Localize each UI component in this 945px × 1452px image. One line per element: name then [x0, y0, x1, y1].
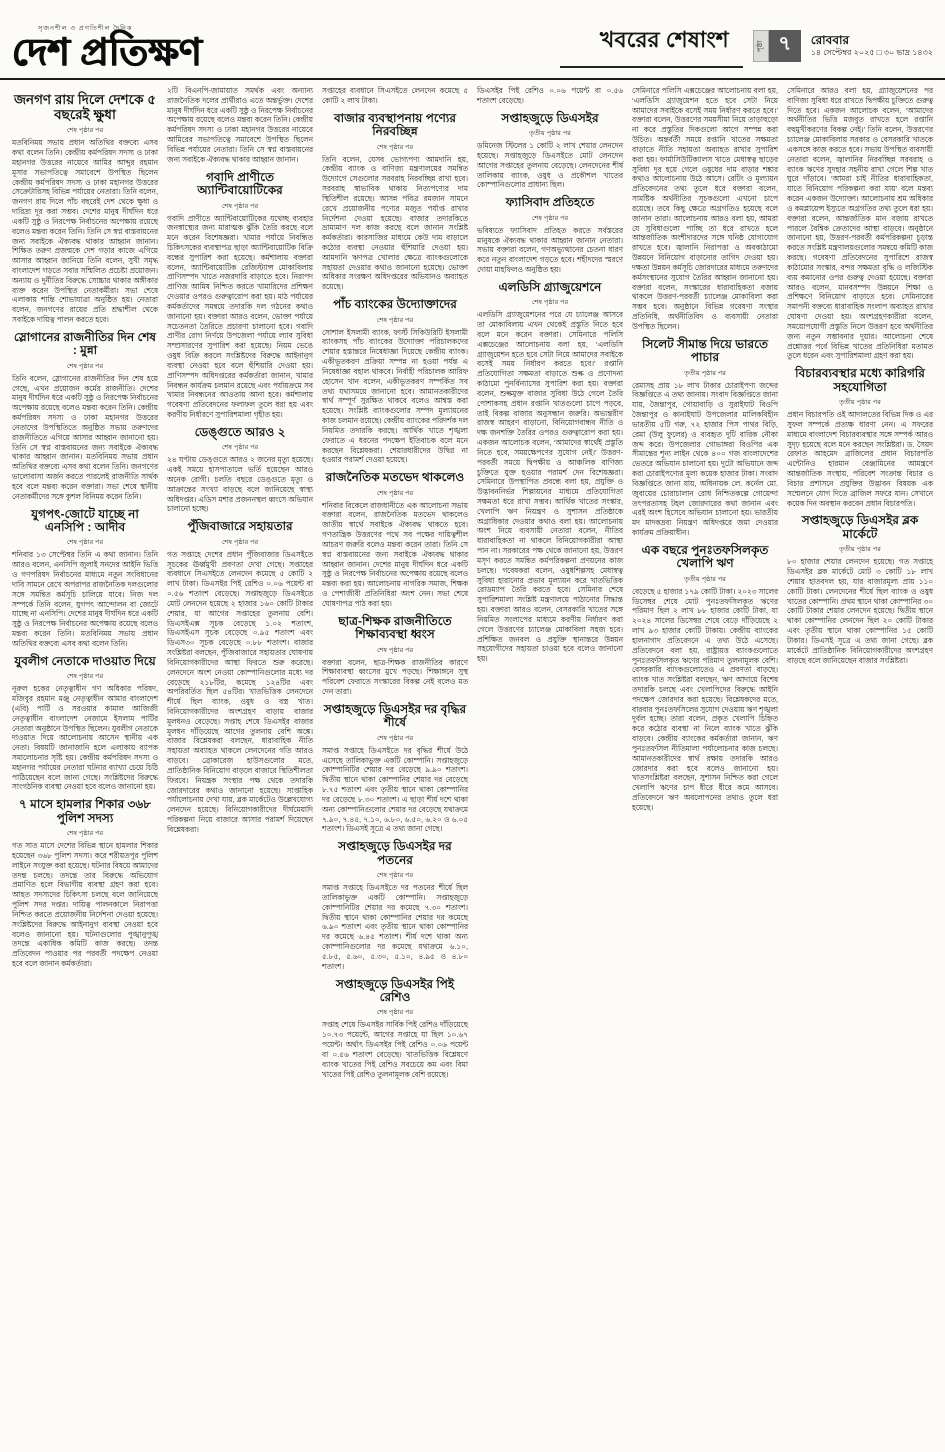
date-block	[811, 33, 933, 58]
date-line: ১৪ সেপ্টেম্বর ২০২৫ □ ৩০ ভাদ্র ১৪৩২	[810, 48, 933, 57]
article-headline: ছাত্র-শিক্ষক রাজনীতিতে শিক্ষাব্যবস্থা ধ্বংস	[338, 613, 452, 642]
article	[12, 92, 158, 325]
continued-note: শেষ পৃষ্ঠার পর	[221, 538, 259, 546]
article	[167, 426, 313, 514]
article	[12, 508, 158, 649]
continued-note: শেষ পৃষ্ঠার পর	[66, 830, 104, 838]
article	[632, 544, 778, 813]
page-number: ৭	[769, 30, 801, 62]
article-body: সেমিনারে আরও বলা হয়, গ্র্যাজুয়েশনের পর বাণিজ্য সুবিধা ধরে রাখতে দ্বিপক্ষীয় চুক্তিতে গুরুত্ব দিতে হবে। একজন আলোচক বলেন, ‘আমাদের অর্থনীতির ভিত্তি মজবুত রাখতে হলে রপ্তানি বহুমুখীকরণের বিকল্প নেই।’ তিনি বলেন, উত্তরণের চ্যালেঞ্জ মোকাবিলায় সরকার ও বেসরকারি খাতকে একসঙ্গে কাজ করতে হবে। সভায় উপস্থিত ব্যবসায়ী নেতারা বলেন, জ্বালানির নিরবচ্ছিন্ন সরবরাহ ও ব্যাংক ঋণের সুদহার সহনীয় রাখা গেলে শিল্প খাত ঘুরে দাঁড়াবে। ‘আমরা চাই নীতির ধারাবাহিকতা, যাতে বিনিয়োগ পরিকল্পনা করা যায়’ বলে মন্তব্য করেন একজন উদ্যোক্তা। আলোচনায় শ্রম অধিকার ও কমপ্লায়েন্স ইস্যুতে অগ্রগতির তথ্য তুলে ধরা হয়। বক্তারা বলেন, আন্তর্জাতিক মান বজায় রাখতে পারলে বৈশ্বিক ক্রেতাদের আস্থা বাড়বে। অনুষ্ঠানে জানানো হয়, উত্তরণ-পরবর্তী কর্মপরিকল্পনা চূড়ান্ত করতে সংশ্লিষ্ট মন্ত্রণালয়গুলোর সমন্বয়ে কমিটি কাজ করছে। গবেষণা প্রতিবেদনের সুপারিশে রাজস্ব কাঠামোর সংস্কার, বন্দর সক্ষমতা বৃদ্ধি ও লজিস্টিক ব্যয় কমানোর ওপর গুরুত্ব দেওয়া হয়েছে। বক্তারা আরও বলেন, মানবসম্পদ উন্নয়নে শিক্ষা ও প্রশিক্ষণে বিনিয়োগ বাড়াতে হবে। সেমিনারের সমাপনী বক্তব্যে ধারাবাহিক সংলাপ অব্যাহত রাখার ঘোষণা দেওয়া হয়। অংশগ্রহণকারীরা বলেন, সময়োপযোগী প্রস্তুতি নিলে উত্তরণ হবে অর্থনীতির জন্য নতুন সম্ভাবনার দুয়ার। আলোচনা শেষে প্রশ্নোত্তর পর্বে বিভিন্ন খাতের প্রতিনিধিরা মতামত তুলে ধরেন এবং সুপারিশমালা গ্রহণ করা হয়।	[787, 86, 933, 361]
article-headline: ফ্যাসিবাদ প্রতিহতে	[505, 195, 595, 210]
continued-note: শেষ পৃষ্ঠার পর	[531, 299, 569, 307]
article-headline: যুগপৎ-জোটে যাচ্ছে না এনসিপি : আদীব	[31, 506, 139, 535]
article-body: সোশাল ইসলামী ব্যাংক, ফার্স্ট সিকিউরিটি ইসলামী ব্যাংকসহ পাঁচ ব্যাংকের উদ্যোক্তা পরিচালকদের শেয়ার হস্তান্তরে নিষেধাজ্ঞা দিয়েছে কেন্দ্রীয় ব্যাংক। একীভূতকরণ প্রক্রিয়া সম্পন্ন না হওয়া পর্যন্ত এ নিষেধাজ্ঞা বহাল থাকবে। নির্বাহী পরিচালক আরিফ হোসেন খান বলেন, একীভূতকরণ সম্পর্কিত সব তথ্য যথাসময়ে জানানো হবে। আমানতকারীদের স্বার্থ সম্পূর্ণ সুরক্ষিত থাকবে বলেও আশ্বস্ত করা হয়েছে। সংশ্লিষ্ট ব্যাংকগুলোর সম্পদ মূল্যায়নের কাজ চলমান রয়েছে। কেন্দ্রীয় ব্যাংকের পরিদর্শক দল নিয়মিত তদারকি করছে। আর্থিক খাতে শৃঙ্খলা ফেরাতে এ ধরনের পদক্ষেপ ইতিবাচক বলে মনে করছেন বিশ্লেষকরা। শেয়ারধারীদের উদ্বিগ্ন না হওয়ার পরামর্শ দেওয়া হয়েছে।	[322, 327, 468, 465]
article-headline: পুঁজিবাজারে সহায়তার	[187, 519, 293, 534]
article-body: সপ্তাহের ব্যবধানে সিএসইতে লেনদেন কমেছে ৫ কোটি ২ লাখ টাকা।	[322, 86, 468, 105]
article-headline: স্লোগানের রাজনীতির দিন শেষ : মুন্না	[13, 329, 157, 358]
article-headline: জনগণ রায় দিলে দেশকে ৫ বছরেই ক্ষুধা	[13, 92, 157, 123]
column-2	[167, 86, 313, 840]
continued-note: শেষ পৃষ্ঠার পর	[66, 673, 104, 681]
article-continuation	[787, 86, 933, 361]
section-title: খবরের শেষাংশ	[560, 23, 743, 68]
masthead	[0, 0, 945, 80]
article	[787, 514, 933, 665]
logo-block	[12, 26, 202, 73]
continued-note: শেষ পৃষ্ঠার পর	[376, 734, 414, 742]
article	[322, 978, 468, 1080]
article-headline: সিলেট সীমান্ত দিয়ে ভারতে পাচার	[642, 336, 768, 365]
content-columns	[0, 80, 945, 1084]
continued-note: শেষ পৃষ্ঠার পর	[531, 214, 569, 222]
continued-note: তৃতীয় পৃষ্ঠার পর	[684, 369, 726, 377]
page-label: পৃষ্ঠা	[753, 30, 769, 62]
day-name: রোববার	[810, 33, 850, 47]
continued-note: শেষ পৃষ্ঠার পর	[376, 872, 414, 880]
continued-note: শেষ পৃষ্ঠার পর	[66, 127, 104, 135]
newspaper-logo: দেশ প্রতিক্ষণ	[12, 32, 202, 74]
continued-note: শেষ পৃষ্ঠার পর	[221, 202, 259, 210]
article	[12, 655, 158, 793]
article-headline: এলডিসি গ্র্যাজুয়েশনে	[498, 279, 602, 294]
column-4	[477, 86, 623, 669]
article-headline: সপ্তাহজুড়ে ডিএসইর পিই রেশিও	[335, 976, 455, 1004]
article	[322, 471, 468, 609]
column-3	[322, 86, 468, 1084]
article-headline: সপ্তাহজুড়ে ডিএসইর ব্লক মার্কেটে	[801, 513, 919, 541]
article-headline: যুবলীগ নেতাকে দাওয়াত দিয়ে	[14, 653, 156, 668]
article-headline: ডেঙ্গুতে আরও ২	[194, 424, 286, 439]
column-5	[632, 86, 778, 818]
continued-note: শেষ পৃষ্ঠার পর	[376, 646, 414, 654]
continued-note: তৃতীয় পৃষ্ঠার পর	[529, 130, 571, 138]
continued-note: শেষ পৃষ্ঠার পর	[66, 539, 104, 547]
continued-note: শেষ পৃষ্ঠার পর	[376, 489, 414, 497]
article-headline: সপ্তাহজুড়ে ডিএসইর দর পতনের	[338, 839, 452, 867]
article-body: ২৪ ঘণ্টায় ডেঙ্গুতে আরও ২ জনের মৃত্যু হয়েছে। একই সময়ে হাসপাতালে ভর্তি হয়েছেন আরও অনেক রোগী। চলতি বছরে ডেঙ্গুতে মৃত্যু ও আক্রান্তের সংখ্যা বাড়ছে বলে জানিয়েছে স্বাস্থ্য অধিদপ্তর। এডিস মশার প্রজননস্থল ধ্বংসে অভিযান চালানো হচ্ছে।	[167, 455, 313, 514]
article-continuation	[632, 86, 778, 332]
article-body: শনিবার ১৩ সেপ্টেম্বর তিনি এ কথা জানান। তিনি আরও বলেন, এনসিপি জুলাই সনদের আইনি ভিত্তি ও গণপরিষদ নির্বাচনের মাধ্যমে নতুন সংবিধানের দাবি সামনে রেখে অপরাপর রাজনৈতিক দলগুলোর সঙ্গে সমন্বিত কর্মসূচি চালিয়ে যাবে। নিজ দল সম্পর্কে তিনি বলেন, যুগপৎ আন্দোলন বা জোটে যাচ্ছে না এনসিপি। দেশের মানুষ দীর্ঘদিন ধরে একটি সুষ্ঠু ও নিরপেক্ষ নির্বাচনের অপেক্ষায় রয়েছে বলেও মন্তব্য করেন তিনি। মতবিনিময় সভায় প্রধান অতিথির বক্তব্যে এসব কথা বলেন তিনি।	[12, 550, 158, 648]
article-headline: সপ্তাহজুড়ে ডিএসইর	[501, 110, 599, 125]
article	[322, 112, 468, 292]
article-body: প্রধান বিচারপতি ওই আদালতের বিভিন্ন দিক ও এর সুফল সম্পর্কে প্রত্যক্ষ ধারণা নেন। এ সফরের মাধ্যমে বাংলাদেশ বিচারব্যবস্থার সঙ্গে সম্পর্ক আরও সুদৃঢ় হয়েছে বলে মনে করছেন সংশ্লিষ্টরা। ড. সৈয়দ রেফাত আহমেদ ব্রাজিলের প্রধান বিচারপতি এন্টোনিও হারমান বেঞ্জামিনের আমন্ত্রণে আন্তর্জাতিক সংস্থায়, পরিবেশ সংক্রান্ত বিচার ও বিচার প্রশাসনে প্রযুক্তির উদ্ভাবন বিষয়ক এক সম্মেলনে যোগ দিতে ব্রাজিল সফরে যান। সেখানে কয়েক দিন অবস্থান করবেন প্রধান বিচারপতি।	[787, 410, 933, 508]
article-headline: পাঁচ ব্যাংকের উদ্যোক্তাদের	[333, 297, 457, 312]
article	[167, 171, 313, 420]
article	[12, 798, 158, 969]
article-body: বেড়েছে ৫ হাজার ১৭৯ কোটি টাকা। ২০২৩ সালের ডিসেম্বর শেষে মোট পুনঃতফসিলকৃত ঋণের পরিমাণ ছিল ২ লাখ ৮৮ হাজার কোটি টাকা, যা ২০২৪ সালের ডিসেম্বর শেষে বেড়ে দাঁড়িয়েছে ২ লাখ ৯৩ হাজার কোটি টাকায়। কেন্দ্রীয় ব্যাংকের হালনাগাদ প্রতিবেদনে এ তথ্য উঠে এসেছে। প্রতিবেদনে বলা হয়, রাষ্ট্রায়ত্ত ব্যাংকগুলোতে পুনঃতফসিলকৃত ঋণের পরিমাণ তুলনামূলক বেশি। বেসরকারি ব্যাংকগুলোতেও এ প্রবণতা বাড়ছে। ব্যাংক খাত সংশ্লিষ্টরা বলছেন, ঋণ আদায়ে বিশেষ তদারকি চলছে এবং খেলাপিদের বিরুদ্ধে আইনি পদক্ষেপ জোরদার করা হয়েছে। বিশ্লেষকদের মতে, বারবার পুনঃতফসিলের সুযোগ দেওয়ায় ঋণ শৃঙ্খলা দুর্বল হচ্ছে। তারা বলেন, প্রকৃত খেলাপি চিহ্নিত করে কঠোর ব্যবস্থা না নিলে ব্যাংক খাতে ঝুঁকি বাড়বে। কেন্দ্রীয় ব্যাংকের কর্মকর্তারা জানান, ঋণ পুনঃতফসিল নীতিমালা পর্যালোচনার কাজ চলছে। আমানতকারীদের স্বার্থ রক্ষায় তদারকি আরও জোরদার করা হবে বলেও জানানো হয়। খাতসংশ্লিষ্টরা বলছেন, সুশাসন নিশ্চিত করা গেলে খেলাপি ঋণের চাপ ধীরে ধীরে কমে আসবে। প্রতিবেদনে ঋণ অবলোপনের তথ্যও তুলে ধরা হয়েছে।	[632, 586, 778, 812]
article-body: ডমিনেজ স্টিলের ১ কোটি ২ লাখ শেয়ার লেনদেন হয়েছে। সপ্তাহজুড়ে ডিএসইতে মোট লেনদেন আগের সপ্তাহের তুলনায় বেড়েছে। লেনদেনের শীর্ষ তালিকায় ব্যাংক, ওষুধ ও প্রকৌশল খাতের কোম্পানিগুলোর প্রাধান্য ছিল।	[477, 141, 623, 190]
article-body: শনিবার বিকেলে রাজধানীতে এক আলোচনা সভায় বক্তারা বলেন, রাজনৈতিক মতভেদ থাকলেও জাতীয় স্বার্থে সবাইকে ঐক্যবদ্ধ থাকতে হবে। গণতান্ত্রিক উত্তরণের পথে সব পক্ষের দায়িত্বশীল আচরণ জরুরি বলেও মন্তব্য করেন তারা। তিনি সে স্বপ্ন বাস্তবায়নের জন্য সবাইকে ঐক্যবদ্ধ থাকার আহ্বান জানান। দেশের মানুষ দীর্ঘদিন ধরে একটি সুষ্ঠু ও নিরপেক্ষ নির্বাচনের অপেক্ষায় রয়েছে বলেও মন্তব্য করা হয়। আলোচনায় নাগরিক সমাজ, শিক্ষক ও পেশাজীবী প্রতিনিধিরা অংশ নেন। সভা শেষে ঘোষণাপত্র পাঠ করা হয়।	[322, 500, 468, 608]
article	[632, 338, 778, 538]
article-body: গবাদি প্রাণীতে অ্যান্টিবায়োটিকের যথেচ্ছ ব্যবহার জনস্বাস্থ্যের জন্য মারাত্মক ঝুঁকি তৈরি করছে বলে মনে করেন বিশেষজ্ঞরা। খামার পর্যায়ে নিবন্ধিত চিকিৎসকের ব্যবস্থাপত্র ছাড়া অ্যান্টিবায়োটিক বিক্রি বন্ধের সুপারিশ করা হয়েছে। কর্মশালায় বক্তারা বলেন, অ্যান্টিবায়োটিক রেজিস্ট্যান্স মোকাবিলায় প্রাণিসম্পদ খাতে নজরদারি বাড়াতে হবে। নিরাপদ প্রাণিজ আমিষ নিশ্চিত করতে খামারিদের প্রশিক্ষণ দেওয়ার ওপরও গুরুত্বারোপ করা হয়। মাঠ পর্যায়ের কর্মকর্তাদের সমন্বয়ে তদারকি দল গঠনের কথাও জানানো হয়। বক্তারা আরও বলেন, ভোক্তা পর্যায়ে সচেতনতা তৈরিতে প্রচারণা চালানো হবে। গবাদি প্রাণীর রোগ নির্ণয়ে উপজেলা পর্যায়ে ল্যাব সুবিধা সম্প্রসারণের সুপারিশ করা হয়েছে। নিয়ম ভেঙে ওষুধ বিক্রি করলে সংশ্লিষ্টদের বিরুদ্ধে আইনানুগ ব্যবস্থা নেওয়া হবে বলে হুঁশিয়ারি দেওয়া হয়। প্রাণিসম্পদ অধিদপ্তরের কর্মকর্তারা জানান, খামার নিবন্ধন কার্যক্রম চলমান রয়েছে এবং পর্যায়ক্রমে সব খামার নিবন্ধনের আওতায় আনা হবে। কর্মশালায় গবেষণা প্রতিবেদনের ফলাফল তুলে ধরা হয় এবং করণীয় নির্ধারণে সুপারিশমালা গৃহীত হয়।	[167, 213, 313, 420]
column-1	[12, 86, 158, 974]
article-body: ভবিষ্যতে ফ্যাসিবাদ প্রতিহত করতে সর্বস্তরের মানুষকে ঐক্যবদ্ধ থাকার আহ্বান জানান নেতারা। সভায় বক্তারা বলেন, গণঅভ্যুত্থানের চেতনা ধারণ করে নতুন বাংলাদেশ গড়তে হবে। শহীদদের স্মরণে দোয়া মাহফিলও অনুষ্ঠিত হয়।	[477, 225, 623, 274]
article-body: তিনি বলেন, স্লোগানের রাজনীতির দিন শেষ হয়ে গেছে, এখন প্রয়োজন কর্মের রাজনীতি। দেশের মানুষ দীর্ঘদিন ধরে একটি সুষ্ঠু ও নিরপেক্ষ নির্বাচনের অপেক্ষায় রয়েছে বলেও মন্তব্য করেন তিনি। কেন্দ্রীয় কর্মপরিষদ সদস্য ও ঢাকা মহানগর উত্তরের নেতাদের উপস্থিতিতে অনুষ্ঠিত সভায় তরুণদের রাজনীতিতে এগিয়ে আসার আহ্বান জানানো হয়। তিনি সে স্বপ্ন বাস্তবায়নের জন্য সবাইকে ঐক্যবদ্ধ থাকার আহ্বান জানান। মতবিনিময় সভায় প্রধান অতিথির বক্তব্যে এসব কথা বলেন তিনি। জনগণের ভালোবাসা অর্জন করতে পারলেই রাজনীতি সার্থক হবে বলে মন্তব্য করেন বক্তারা। সভা শেষে স্থানীয় নেতাকর্মীদের সঙ্গে কুশল বিনিময় করেন তিনি।	[12, 373, 158, 501]
masthead-tagline: সৃজনশীল ও প্রগতিশীল দৈনিক	[38, 24, 133, 32]
article-body: সমাপ্ত সপ্তাহে ডিএসইতে দর পতনের শীর্ষে ছিল তালিকাভুক্ত একটি কোম্পানি। সপ্তাহজুড়ে কোম্পানিটির শেয়ার দর কমেছে ৭.৩০ শতাংশ। দ্বিতীয় স্থানে থাকা কোম্পানির শেয়ার দর কমেছে ৬.৯০ শতাংশ এবং তৃতীয় স্থানে থাকা কোম্পানির দর কমেছে ৬.৪৫ শতাংশ। শীর্ষ দশে থাকা অন্য কোম্পানিগুলোর দর কমেছে যথাক্রমে ৬.১০, ৫.৮৫, ৫.৬০, ৫.৩০, ৫.১০, ৪.৯৫ ও ৪.৮০ শতাংশ।	[322, 883, 468, 971]
article	[12, 331, 158, 502]
continued-note: শেষ পৃষ্ঠার পর	[376, 316, 414, 324]
article-body: সপ্তাহ শেষে ডিএসইর সার্বিক পিই রেশিও দাঁড়িয়েছে ১০.৭৩ পয়েন্টে, আগের সপ্তাহে যা ছিল ১০.৬৭ পয়েন্ট। অর্থাৎ ডিএসইর পিই রেশিও ০.০৬ পয়েন্ট বা ০.৫৬ শতাংশ বেড়েছে। খাতভিত্তিক বিশ্লেষণে ব্যাংক খাতের পিই রেশিও সবচেয়ে কম এবং বিমা খাতের পিই রেশিও তুলনামূলক বেশি রয়েছে।	[322, 1020, 468, 1079]
article-headline: বিচারব্যবস্থার মধ্যে কারিগরি সহযোগিতা	[795, 366, 925, 394]
article-body: সেমিনারে পলিসি এক্সচেঞ্জের আলোচনায় বলা হয়, ‘এলডিসি গ্র্যাজুয়েশন হতে হবে সেটা নিয়ে আমাদের সবাইকে বসেই সময় নির্ধারণ করতে হবে।’ বক্তারা বলেন, উত্তরণের সময়সীমা নিয়ে তাড়াহুড়ো না করে প্রস্তুতির দিকগুলো আগে সম্পন্ন করা উচিত। অন্তর্বর্তী সময়ে রপ্তানি খাতের সক্ষমতা বাড়াতে নীতি সহায়তা অব্যাহত রাখার সুপারিশ করা হয়। ফার্মাসিউটিক্যালস খাতে মেধাস্বত্ব ছাড়ের সুবিধা দূর হয়ে গেলে ওষুধের দাম বাড়ার শঙ্কার কথাও আলোচনায় উঠে আসে। রেটিং ও মূল্যায়ন প্রতিবেদনের তথ্য তুলে ধরে বক্তারা বলেন, সামষ্টিক অর্থনীতির সূচকগুলো এখনো চাপে রয়েছে। তবে কিছু ক্ষেত্রে অগ্রগতিও হয়েছে বলে জানান তারা। আলোচনায় আরও বলা হয়, আমরা যে সুবিধাগুলো পাচ্ছি তা ধরে রাখতে হলে আন্তর্জাতিক অংশীদারদের সঙ্গে ঘনিষ্ঠ যোগাযোগ রাখতে হবে। জ্বালানি নিরাপত্তা ও অবকাঠামো উন্নয়নে বিনিয়োগ বাড়ানোর তাগিদ দেওয়া হয়। দক্ষতা উন্নয়ন কর্মসূচি জোরদারের মাধ্যমে তরুণদের কর্মসংস্থানের সুযোগ তৈরির আহ্বান জানানো হয়। বক্তারা বলেন, সংস্কারের ধারাবাহিকতা বজায় থাকলে উত্তরণ-পরবর্তী চ্যালেঞ্জ মোকাবিলা করা সম্ভব হবে। অনুষ্ঠানে বিভিন্ন গবেষণা সংস্থার প্রতিনিধি, অর্থনীতিবিদ ও ব্যবসায়ী নেতারা উপস্থিত ছিলেন।	[632, 86, 778, 331]
continued-note: শেষ পৃষ্ঠার পর	[66, 362, 104, 370]
column-6	[787, 86, 933, 670]
article	[322, 615, 468, 697]
continued-note: শেষ পৃষ্ঠার পর	[376, 1009, 414, 1017]
article-headline: এক বছরে পুনঃতফসিলকৃত খেলাপি ঋণ	[641, 542, 769, 571]
article-body: তিনি বলেন, যেসব ভোগ্যপণ্য আমদানি হয়, কেন্দ্রীয় ব্যাংক ও বাণিজ্য মন্ত্রণালয়ের সমন্বিত উদ্যোগে সেগুলোর সরবরাহ নিরবচ্ছিন্ন রাখা হবে। সরবরাহ স্বাভাবিক থাকায় নিত্যপণ্যের দাম স্থিতিশীল রয়েছে। আসন্ন পবিত্র রমজান সামনে রেখে প্রয়োজনীয় পণ্যের মজুত পর্যাপ্ত রাখার নির্দেশনা দেওয়া হয়েছে। বাজার তদারকিতে ভ্রাম্যমাণ দল কাজ করছে বলে জানান সংশ্লিষ্ট কর্মকর্তারা। কারসাজির মাধ্যমে কেউ দাম বাড়ালে কঠোর ব্যবস্থা নেওয়ার হুঁশিয়ারি দেওয়া হয়। আমদানি ঋণপত্র খোলার ক্ষেত্রে ব্যাংকগুলোকে সহায়তা দেওয়ার কথাও জানানো হয়েছে। ভোক্তা অধিকার সংরক্ষণ অধিদপ্তরের অভিযানও অব্যাহত রয়েছে।	[322, 154, 468, 292]
article	[167, 520, 313, 834]
continued-note: তৃতীয় পৃষ্ঠার পর	[839, 399, 881, 407]
article-body: গত সপ্তাহে দেশের প্রধান পুঁজিবাজার ডিএসইতে সূচকের ঊর্ধ্বমুখী প্রবণতা দেখা গেছে। সপ্তাহের ব্যবধানে সিএসইতে লেনদেন কমেছে ৫ কোটি ২ লাখ টাকা। ডিএসইর পিই রেশিও ০.০৬ পয়েন্ট বা ০.৫৬ শতাংশ বেড়েছে। সপ্তাহজুড়ে ডিএসইতে মোট লেনদেন হয়েছে ২ হাজার ১৬০ কোটি টাকার শেয়ার, যা আগের সপ্তাহের তুলনায় বেশি। ডিএসইএক্স সূচক বেড়েছে ১.০২ শতাংশ, ডিএসইএস সূচক বেড়েছে ০.৯৫ শতাংশ এবং ডিএস৩০ সূচক বেড়েছে ০.৮৮ শতাংশ। বাজার সংশ্লিষ্টরা বলছেন, পুঁজিবাজারে সহায়তার ঘোষণায় বিনিয়োগকারীদের আস্থা ফিরতে শুরু করেছে। লেনদেনে অংশ নেওয়া কোম্পানিগুলোর মধ্যে দর বেড়েছে ২১৮টির, কমেছে ১২৪টির এবং অপরিবর্তিত ছিল ৫৪টির। খাতভিত্তিক লেনদেনে শীর্ষে ছিল ব্যাংক, ওষুধ ও বস্ত্র খাত। বিনিয়োগকারীদের অংশগ্রহণ বাড়ায় বাজার মূলধনও বেড়েছে। সপ্তাহ শেষে ডিএসইর বাজার মূলধন দাঁড়িয়েছে আগের তুলনায় বেশি অঙ্কে। বাজার বিশ্লেষকরা বলছেন, ধারাবাহিক নীতি সহায়তা অব্যাহত থাকলে লেনদেনের গতি আরও বাড়বে। ব্রোকারেজ হাউসগুলোর মতে, প্রাতিষ্ঠানিক বিনিয়োগ বাড়লে বাজারে স্থিতিশীলতা ফিরবে। নিয়ন্ত্রক সংস্থার পক্ষ থেকে তদারকি জোরদারের কথাও জানানো হয়েছে। সাপ্তাহিক পর্যালোচনায় দেখা যায়, ব্লক মার্কেটেও উল্লেখযোগ্য লেনদেন হয়েছে। বিনিয়োগকারীদের দীর্ঘমেয়াদি পরিকল্পনা নিয়ে বাজারে আসার পরামর্শ দিয়েছেন বিশ্লেষকরা।	[167, 549, 313, 834]
article	[787, 367, 933, 508]
article-body: বক্তারা বলেন, ছাত্র-শিক্ষক রাজনীতির কারণে শিক্ষাব্যবস্থা ধ্বংসের মুখে পড়ছে। শিক্ষাঙ্গনে সুস্থ পরিবেশ ফেরাতে সংস্কারের বিকল্প নেই বলেও মত দেন তারা।	[322, 657, 468, 697]
article-headline: ৭ মাসে হামলার শিকার ৩৬৮ পুলিশ সদস্য	[19, 797, 151, 825]
article-body: ২টি বিএনপি-জামায়াত সমর্থক এবং অন্যান্য রাজনৈতিক দলের প্রার্থীরাও এতে অন্তর্ভুক্ত। দেশের মানুষ দীর্ঘদিন ধরে একটি সুষ্ঠু ও নিরপেক্ষ নির্বাচনের অপেক্ষায় রয়েছে বলেও মন্তব্য করেন তিনি। কেন্দ্রীয় কর্মপরিষদ সদস্য ও ঢাকা মহানগর উত্তরের নায়েবে আমিরের সভাপতিত্বে সমাবেশে উপস্থিত ছিলেন বিভিন্ন পর্যায়ের নেতারা। তিনি সে স্বপ্ন বাস্তবায়নের জন্য সবাইকে ঐক্যবদ্ধ থাকার আহ্বান জানান।	[167, 86, 313, 164]
article-headline: বাজার ব্যবস্থাপনায় পণ্যের নিরবচ্ছিন্ন	[333, 110, 457, 139]
article	[322, 840, 468, 971]
article-body: ডিএসইর পিই রেশিও ০.০৬ পয়েন্ট বা ০.৫৬ শতাংশ বেড়েছে।	[477, 86, 623, 105]
article-body: ৮০ হাজার শেয়ার লেনদেন হয়েছে। গত সপ্তাহে ডিএসইর ব্লক মার্কেটে মোট ৩ কোটি ১৮ লাখ শেয়ার হাতবদল হয়, যার বাজারমূল্য প্রায় ১১০ কোটি টাকা। লেনদেনের শীর্ষে ছিল ব্যাংক ও ওষুধ খাতের কোম্পানি। প্রথম স্থানে থাকা কোম্পানির ৩০ কোটি টাকার শেয়ার লেনদেন হয়েছে। দ্বিতীয় স্থানে থাকা কোম্পানির লেনদেন ছিল ২০ কোটি টাকার এবং তৃতীয় স্থানে থাকা কোম্পানির ১৫ কোটি টাকার। ডিএসই সূত্রে এ তথ্য জানা গেছে। ব্লক মার্কেটে প্রাতিষ্ঠানিক বিনিয়োগকারীদের অংশগ্রহণ বাড়ছে বলে জানিয়েছেন বাজার সংশ্লিষ্টরা।	[787, 557, 933, 665]
article-continuation	[477, 86, 623, 106]
continued-note: তৃতীয় পৃষ্ঠার পর	[684, 575, 726, 583]
article-body: এলডিসি গ্র্যাজুয়েশনের পরে যে চ্যালেঞ্জ আসবে তা মোকাবিলায় এখন থেকেই প্রস্তুতি নিতে হবে বলে মনে করেন বক্তারা। সেমিনারে পলিসি এক্সচেঞ্জের আলোচনায় বলা হয়, ‘এলডিসি গ্র্যাজুয়েশন হতে হবে সেটা নিয়ে আমাদের সবাইকে বসেই সময় নির্ধারণ করতে হবে।’ রপ্তানি প্রতিযোগিতা সক্ষমতা বাড়াতে শুল্ক ও প্রণোদনা কাঠামো পুনর্বিন্যাসের সুপারিশ করা হয়। বক্তারা বলেন, শুল্কমুক্ত বাজার সুবিধা উঠে গেলে তৈরি পোশাকসহ প্রধান রপ্তানি খাতগুলো চাপে পড়বে, তাই বিকল্প বাজার অনুসন্ধান জরুরি। অভ্যন্তরীণ রাজস্ব আহরণ বাড়ানো, বিনিয়োগবান্ধব নীতি ও দক্ষ জনশক্তি তৈরির ওপরও গুরুত্বারোপ করা হয়। একজন আলোচক বলেন, ‘আমাদের স্বার্থেই প্রস্তুতি নিতে হবে, সময়ক্ষেপণের সুযোগ নেই।’ উত্তরণ-পরবর্তী সময়ে দ্বিপক্ষীয় ও আঞ্চলিক বাণিজ্য চুক্তিতে যুক্ত হওয়ার পরামর্শ দেন বিশেষজ্ঞরা। সেমিনারে উপস্থাপিত প্রবন্ধে বলা হয়, প্রযুক্তি ও উদ্ভাবননির্ভর শিল্পায়নের মাধ্যমে প্রতিযোগিতা সক্ষমতা ধরে রাখা সম্ভব। আর্থিক খাতের সংস্কার, খেলাপি ঋণ নিয়ন্ত্রণ ও সুশাসন প্রতিষ্ঠাকে অগ্রাধিকার দেওয়ার কথাও বলা হয়। আলোচনায় অংশ নিয়ে ব্যবসায়ী নেতারা বলেন, নীতির ধারাবাহিকতা না থাকলে বিনিয়োগকারীরা আস্থা পান না। সরকারের পক্ষ থেকে জানানো হয়, উত্তরণ মসৃণ করতে সমন্বিত কর্মপরিকল্পনা প্রণয়নের কাজ চলছে। গবেষকরা বলেন, ওষুধশিল্পসহ মেধাস্বত্ব সুবিধা হারানোর প্রভাব মূল্যায়ন করে খাতভিত্তিক রোডম্যাপ তৈরি করতে হবে। সেমিনার শেষে সুপারিশমালা সংশ্লিষ্ট মন্ত্রণালয়ে পাঠানোর সিদ্ধান্ত হয়। বক্তারা আরও বলেন, বেসরকারি খাতের সঙ্গে নিয়মিত সংলাপের মাধ্যমে করণীয় নির্ধারণ করা গেলে উত্তরণের চ্যালেঞ্জ মোকাবিলা সহজ হবে। প্রশিক্ষিত জনবল ও প্রযুক্তি স্থানান্তরে উন্নয়ন সহযোগীদের সহায়তা চাওয়া হবে বলেও জানানো হয়।	[477, 310, 623, 664]
article-body: গত সাত মাসে দেশের বিভিন্ন স্থানে হামলার শিকার হয়েছেন ৩৬৮ পুলিশ সদস্য। করে শরীয়তপুর পুলিশ লাইনে সংযুক্ত করা হয়েছে। ঘটনার বিষয়ে আমাদের তদন্ত চলছে। তদন্তে তার বিরুদ্ধে অভিযোগ প্রমাণিত হলে বিভাগীয় ব্যবস্থা গ্রহণ করা হবে। আহত সদস্যদের চিকিৎসা চলছে বলে জানিয়েছে পুলিশ সদর দপ্তর। দায়িত্ব পালনকালে নিরাপত্তা নিশ্চিত করতে প্রয়োজনীয় নির্দেশনা দেওয়া হয়েছে। সংশ্লিষ্টদের বিরুদ্ধে আইনানুগ ব্যবস্থা নেওয়া হবে বলেও জানানো হয়। ঘটনাগুলোর পুঙ্খানুপুঙ্খ তদন্তে একাধিক কমিটি কাজ করছে। তদন্ত প্রতিবেদন পাওয়ার পর পরবর্তী পদক্ষেপ নেওয়া হবে বলে জানান কর্মকর্তারা।	[12, 841, 158, 969]
article	[322, 703, 468, 834]
article	[322, 298, 468, 465]
article-continuation	[322, 86, 468, 106]
continued-note: তৃতীয় পৃষ্ঠার পর	[839, 546, 881, 554]
article	[477, 281, 623, 664]
article-body: সমাপ্ত সপ্তাহে ডিএসইতে দর বৃদ্ধির শীর্ষে উঠে এসেছে তালিকাভুক্ত একটি কোম্পানি। সপ্তাহজুড়ে কোম্পানিটির শেয়ার দর বেড়েছে ৯.৯০ শতাংশ। দ্বিতীয় স্থানে থাকা কোম্পানির শেয়ার দর বেড়েছে ৮.৭৫ শতাংশ এবং তৃতীয় স্থানে থাকা কোম্পানির দর বেড়েছে ৮.৩০ শতাংশ। এ ছাড়া শীর্ষ দশে থাকা অন্য কোম্পানিগুলোর শেয়ার দর বেড়েছে যথাক্রমে ৭.৯০, ৭.৪৫, ৭.১০, ৬.৮০, ৬.৫০, ৬.২০ ও ৬.০৫ শতাংশ। ডিএসই সূত্রে এ তথ্য জানা গেছে।	[322, 745, 468, 834]
article	[477, 196, 623, 275]
article	[477, 112, 623, 191]
article-headline: রাজনৈতিক মতভেদ থাকলেও	[325, 470, 465, 485]
continued-note: শেষ পৃষ্ঠার পর	[221, 444, 259, 452]
article-headline: গবাদি প্রাণীতে অ্যান্টিবায়োটিকের	[197, 169, 283, 198]
article-body: রেমাসহ প্রায় ১৮ লাখ টাকার চোরাইপণ্য জব্দের বিজ্ঞপ্তিতে এ তথ্য জানায়। সংবাদ বিজ্ঞপ্তিতে জানা যায়, জৈন্তাপুর, গোয়াবাড়ি ও সুরাইঘাট বিওপি জৈন্তাপুর ও কানাইঘাট উপজেলার মালিকবিহীন ভারতীয় ৫টি গরু, ৭২ হাজার পিস পাথর বিড়ি, রেমা (উলু ফুলের) ও ব্যবহৃত দুটি বারিক নৌকা জব্দ করে। উপজেলার গোভাঙ্গরা বিওপির এক সীমান্তের শূন্য লাইন থেকে ৪০০ গজ বাংলাদেশের ভেতরে অভিযান চালানো হয়। দুটো অভিযানে জব্দ করা চোরাইপণ্যের মূল্য কয়েক হাজার টাকা। সংবাদ বিজ্ঞপ্তিতে জানা যায়, অধিনায়ক লে. কর্নেল মো. জুবায়ের চোরাচালান রোধ নিশ্চিতকল্পে গোয়েন্দা তৎপরতাসহ টহল জোরদারের কথা জানান এবং এরই অংশ হিসেবে অভিযান চালানো হয়। ভারতীয় মদ মাদকদ্রব্য নিয়ন্ত্রণ অধিদপ্তরে জমা দেওয়ার কার্যক্রম প্রক্রিয়াধীন।	[632, 380, 778, 537]
article-headline: সপ্তাহজুড়ে ডিএসইর দর বৃদ্ধির শীর্ষে	[323, 701, 467, 730]
masthead-right	[560, 23, 933, 72]
article-body: নূরুল হকের নেতৃত্বাধীন গণ অধিকার পরিষদ, মজিবুর রহমান মঞ্জু নেতৃত্বাধীন আমার বাংলাদেশ (এবি) পার্টি ও সরওয়ার কামাল আজিজী নেতৃত্বাধীন বাংলাদেশ নেজামে ইসলাম পার্টির নেতারা অনুষ্ঠানে উপস্থিত ছিলেন। যুবলীগ নেতাকে দাওয়াত দিয়ে আলোচনায় আসেন স্থানীয় এক নেতা। বিষয়টি জানাজানি হলে এলাকায় ব্যাপক সমালোচনার সৃষ্টি হয়। কেন্দ্রীয় কর্মপরিষদ সদস্য ও মহানগর পর্যায়ের নেতারা ঘটনার ব্যাখ্যা চেয়ে চিঠি পাঠিয়েছেন বলে জানা গেছে। সংশ্লিষ্টদের বিরুদ্ধে সাংগঠনিক ব্যবস্থা নেওয়া হবে বলেও জানানো হয়।	[12, 684, 158, 792]
article-body: মতবিনিময় সভায় প্রধান অতিথির বক্তব্যে এসব কথা বলেন তিনি। কেন্দ্রীয় কর্মপরিষদ সদস্য ও ঢাকা মহানগর উত্তরের নায়েবে আমির আব্দুর রহমান মূসার সভাপতিত্বে সমাবেশে উপস্থিত ছিলেন কেন্দ্রীয় কর্মপরিষদ সদস্য ও ঢাকা মহানগর উত্তরের সেক্রেটারিসহ বিভিন্ন পর্যায়ের নেতারা। তিনি বলেন, জনগণ রায় দিলে পাঁচ বছরেই দেশ থেকে ক্ষুধা ও দারিদ্র্য দূর করা সম্ভব। দেশের মানুষ দীর্ঘদিন ধরে একটি সুষ্ঠু ও নিরপেক্ষ নির্বাচনের অপেক্ষায় রয়েছে বলেও মন্তব্য করেন তিনি। তিনি সে স্বপ্ন বাস্তবায়নের জন্য সবাইকে ঐক্যবদ্ধ থাকার আহ্বান জানান। শিক্ষিত তরুণ প্রজন্মকে দেশ গড়ার কাজে এগিয়ে আসার আহ্বান জানিয়ে তিনি বলেন, সুখী সমৃদ্ধ বাংলাদেশ গড়তে সবার সম্মিলিত প্রচেষ্টা প্রয়োজন। অন্যায় ও দুর্নীতির বিরুদ্ধে সোচ্চার থাকার অঙ্গীকার ব্যক্ত করেন উপস্থিত নেতাকর্মীরা। সভা শেষে এলাকায় শান্তি শোভাযাত্রা অনুষ্ঠিত হয়। নেতারা বলেন, জনগণের রায়ের প্রতি শ্রদ্ধাশীল থেকে সবাইকে দায়িত্ব পালন করতে হবে।	[12, 138, 158, 325]
article-continuation	[167, 86, 313, 165]
page-number-box	[753, 30, 801, 62]
continued-note: শেষ পৃষ্ঠার পর	[376, 143, 414, 151]
